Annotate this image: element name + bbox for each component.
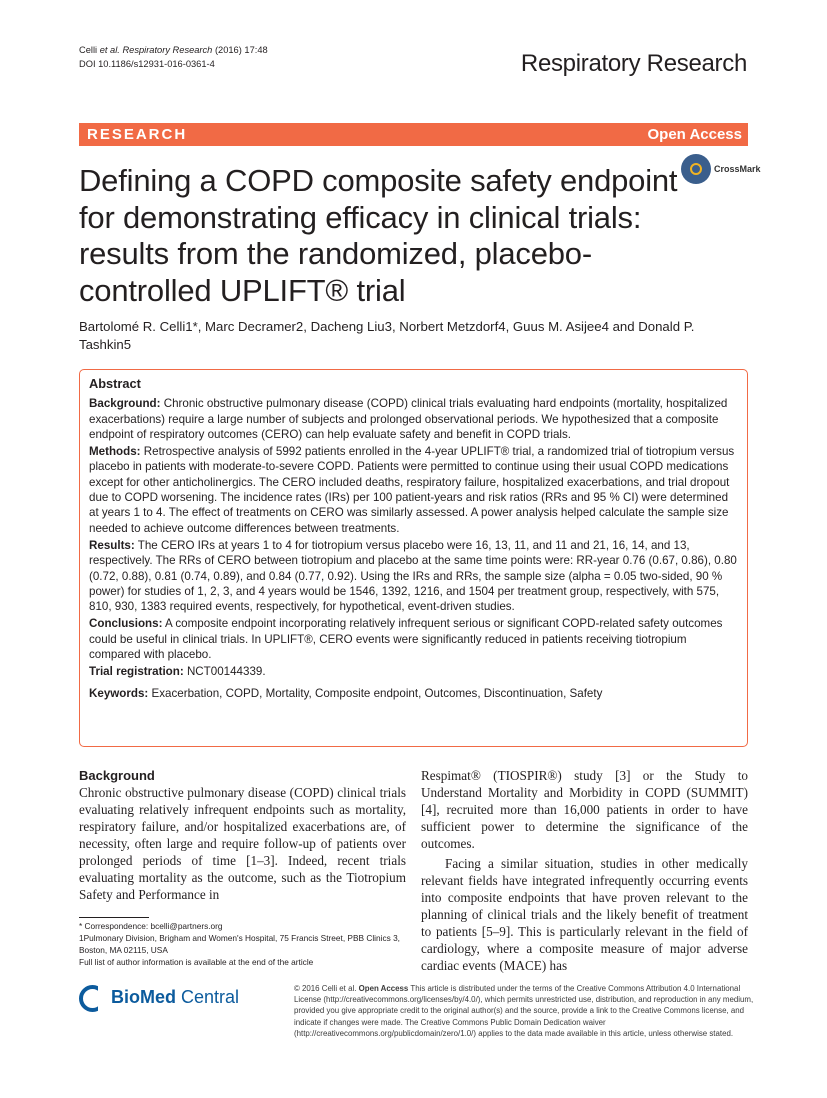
crossmark-icon bbox=[681, 154, 711, 184]
biomed-central-logo[interactable] bbox=[79, 984, 259, 1014]
open-access-label: Open Access bbox=[647, 126, 742, 143]
research-label: RESEARCH bbox=[87, 126, 188, 143]
article-title: Defining a COPD composite safety endpoint for demonstrating efficacy in clinical trials: results from the randomized, placebo-controlled UPLIFT® trial bbox=[79, 163, 678, 308]
article-type-banner bbox=[79, 123, 748, 146]
abstract-background: Background: Chronic obstructive pulmonary disease (COPD) clinical trials evaluating hard endpoints (mortality, hospitalized exacerbations) require a large number of subjects and prolonged observational periods. We hypothesized that a composite endpoint of respiratory outcomes (CERO) can help evaluate safety and benefit in COPD trials. bbox=[89, 397, 728, 441]
author-list: Bartolomé R. Celli1*, Marc Decramer2, Dacheng Liu3, Norbert Metzdorf4, Guus M. Asijee4 and Donald P. Tashkin5 bbox=[79, 319, 695, 352]
citation-et-al: et al. bbox=[99, 45, 120, 55]
correspondence-footnote: * Correspondence: bcelli@partners.org bbox=[79, 921, 223, 931]
license-copyright: © 2016 Celli et al. bbox=[294, 984, 357, 993]
crossmark-label: CrossMark bbox=[714, 164, 761, 174]
body-right-column bbox=[421, 767, 748, 974]
abstract-conclusions: Conclusions: A composite endpoint incorporating relatively infrequent serious or significant COPD-related safety outcomes could be useful in clinical trials. In UPLIFT®, CERO events were significantly reduced in patients receiving tiotropium compared with placebo. bbox=[89, 617, 723, 662]
body-paragraph: Respimat® (TIOSPIR®) study [3] or the Study to Understand Mortality and Morbidity in COPD (SUMMIT) [4], recruited more than 16,000 patients in order to have sufficient power to determine the significance of the outcomes. bbox=[421, 768, 748, 851]
bmc-logo-bio: BioMed bbox=[111, 987, 176, 1007]
affiliation-footnote: 1Pulmonary Division, Brigham and Women's Hospital, 75 Francis Street, PBB Clinics 3, Boston, MA 02115, USA bbox=[79, 933, 400, 955]
citation-journal: Respiratory Research bbox=[122, 45, 213, 55]
journal-name: Respiratory Research bbox=[520, 50, 747, 77]
abstract-box bbox=[79, 369, 748, 747]
doi: DOI 10.1186/s12931-016-0361-4 bbox=[79, 58, 215, 69]
abstract-heading: Abstract bbox=[89, 376, 141, 391]
license-open-access: Open Access bbox=[358, 984, 409, 993]
abstract-methods: Methods: Retrospective analysis of 5992 patients enrolled in the 4-year UPLIFT® trial, a randomized trial of tiotropium versus placebo in patients with moderate-to-severe COPD. Patients were permitted to continue using their usual COPD medications except for other anticholinergics. The CERO included deaths, respiratory failure, hospitalized exacerbations, and trial dropout due to COPD worsening. The incidence rates (IRs) per 100 patient-years and risk ratios (RRs and 95 % CI) were determined at years 1 to 4. The effect of treatments on CERO was similarly assessed. A power analysis helped calculate the sample size needed to achieve outcome differences between treatments. bbox=[89, 445, 735, 535]
body-paragraph: Chronic obstructive pulmonary disease (COPD) clinical trials evaluating relatively infrequent endpoints such as mortality, respiratory failure, and/or hospitalized exacerbations are, of necessity, often large and require follow-up of patients over prolonged periods of time [1–3]. Indeed, recent trials evaluating mortality as the outcome, such as the Tiotropium Safety and Performance in bbox=[79, 785, 406, 902]
bmc-logo-icon bbox=[79, 985, 106, 1012]
body-paragraph: Facing a similar situation, studies in other medically relevant fields have integrated infrequently occurring events into composite endpoints that have proven relevant to the planning of clinical trials and the likely benefit of treatment to patients [5–9]. This is particularly relevant in the field of cardiology, where a composite measure of major adverse cardiac events (MACE) has bbox=[421, 856, 748, 973]
crossmark-badge[interactable] bbox=[681, 154, 761, 186]
abstract-trial-registration: Trial registration: NCT00144339. bbox=[89, 665, 266, 679]
body-left-column bbox=[79, 767, 406, 903]
license-text: This article is distributed under the terms of the Creative Commons Attribution 4.0 International License (http://creativecommons.org/licenses/by/4.0/), which permits unrestricted use, distribution, and reproduction in any medium, provided you give appropriate credit to the original author(s) and the source, provide a link to the Creative Commons license, and indicate if changes were made. The Creative Commons Public Domain Dedication waiver (http://creativecommons.org/publicdomain/zero/1.0/) applies to the data made available in this article, unless otherwise stated. bbox=[294, 984, 754, 1038]
footnotes bbox=[79, 920, 409, 968]
citation-year: (2016) 17:48 bbox=[214, 45, 268, 55]
full-list-footnote: Full list of author information is available at the end of the article bbox=[79, 957, 314, 967]
bmc-logo-central: Central bbox=[176, 987, 240, 1007]
section-heading-background: Background bbox=[79, 768, 155, 783]
citation-block bbox=[79, 44, 268, 71]
abstract-results: Results: The CERO IRs at years 1 to 4 for tiotropium versus placebo were 16, 13, 11, and 11 and 21, 16, 14, and 13, respectively. The RRs of CERO between tiotropium and placebo at the same time points were: RR-year 0.76 (0.67, 0.86), 0.80 (0.72, 0.88), 0.81 (0.74, 0.89), and 0.84 (0.77, 0.92). Using the IRs and RRs, the sample size (alpha = 0.05 two-sided, 90 % power) for studies of 1, 2, 3, and 4 years would be 1546, 1392, 1216, and 1504 per treatment group, respectively, with 575, 810, 930, 1383 required events, respectively, for hypothetical, event-driven studies. bbox=[89, 538, 737, 614]
abstract-keywords: Keywords: Exacerbation, COPD, Mortality, Composite endpoint, Outcomes, Discontinuation, Safety bbox=[89, 686, 603, 700]
citation-author: Celli bbox=[79, 45, 98, 55]
footnote-divider bbox=[79, 917, 149, 918]
license-notice bbox=[294, 983, 754, 1039]
